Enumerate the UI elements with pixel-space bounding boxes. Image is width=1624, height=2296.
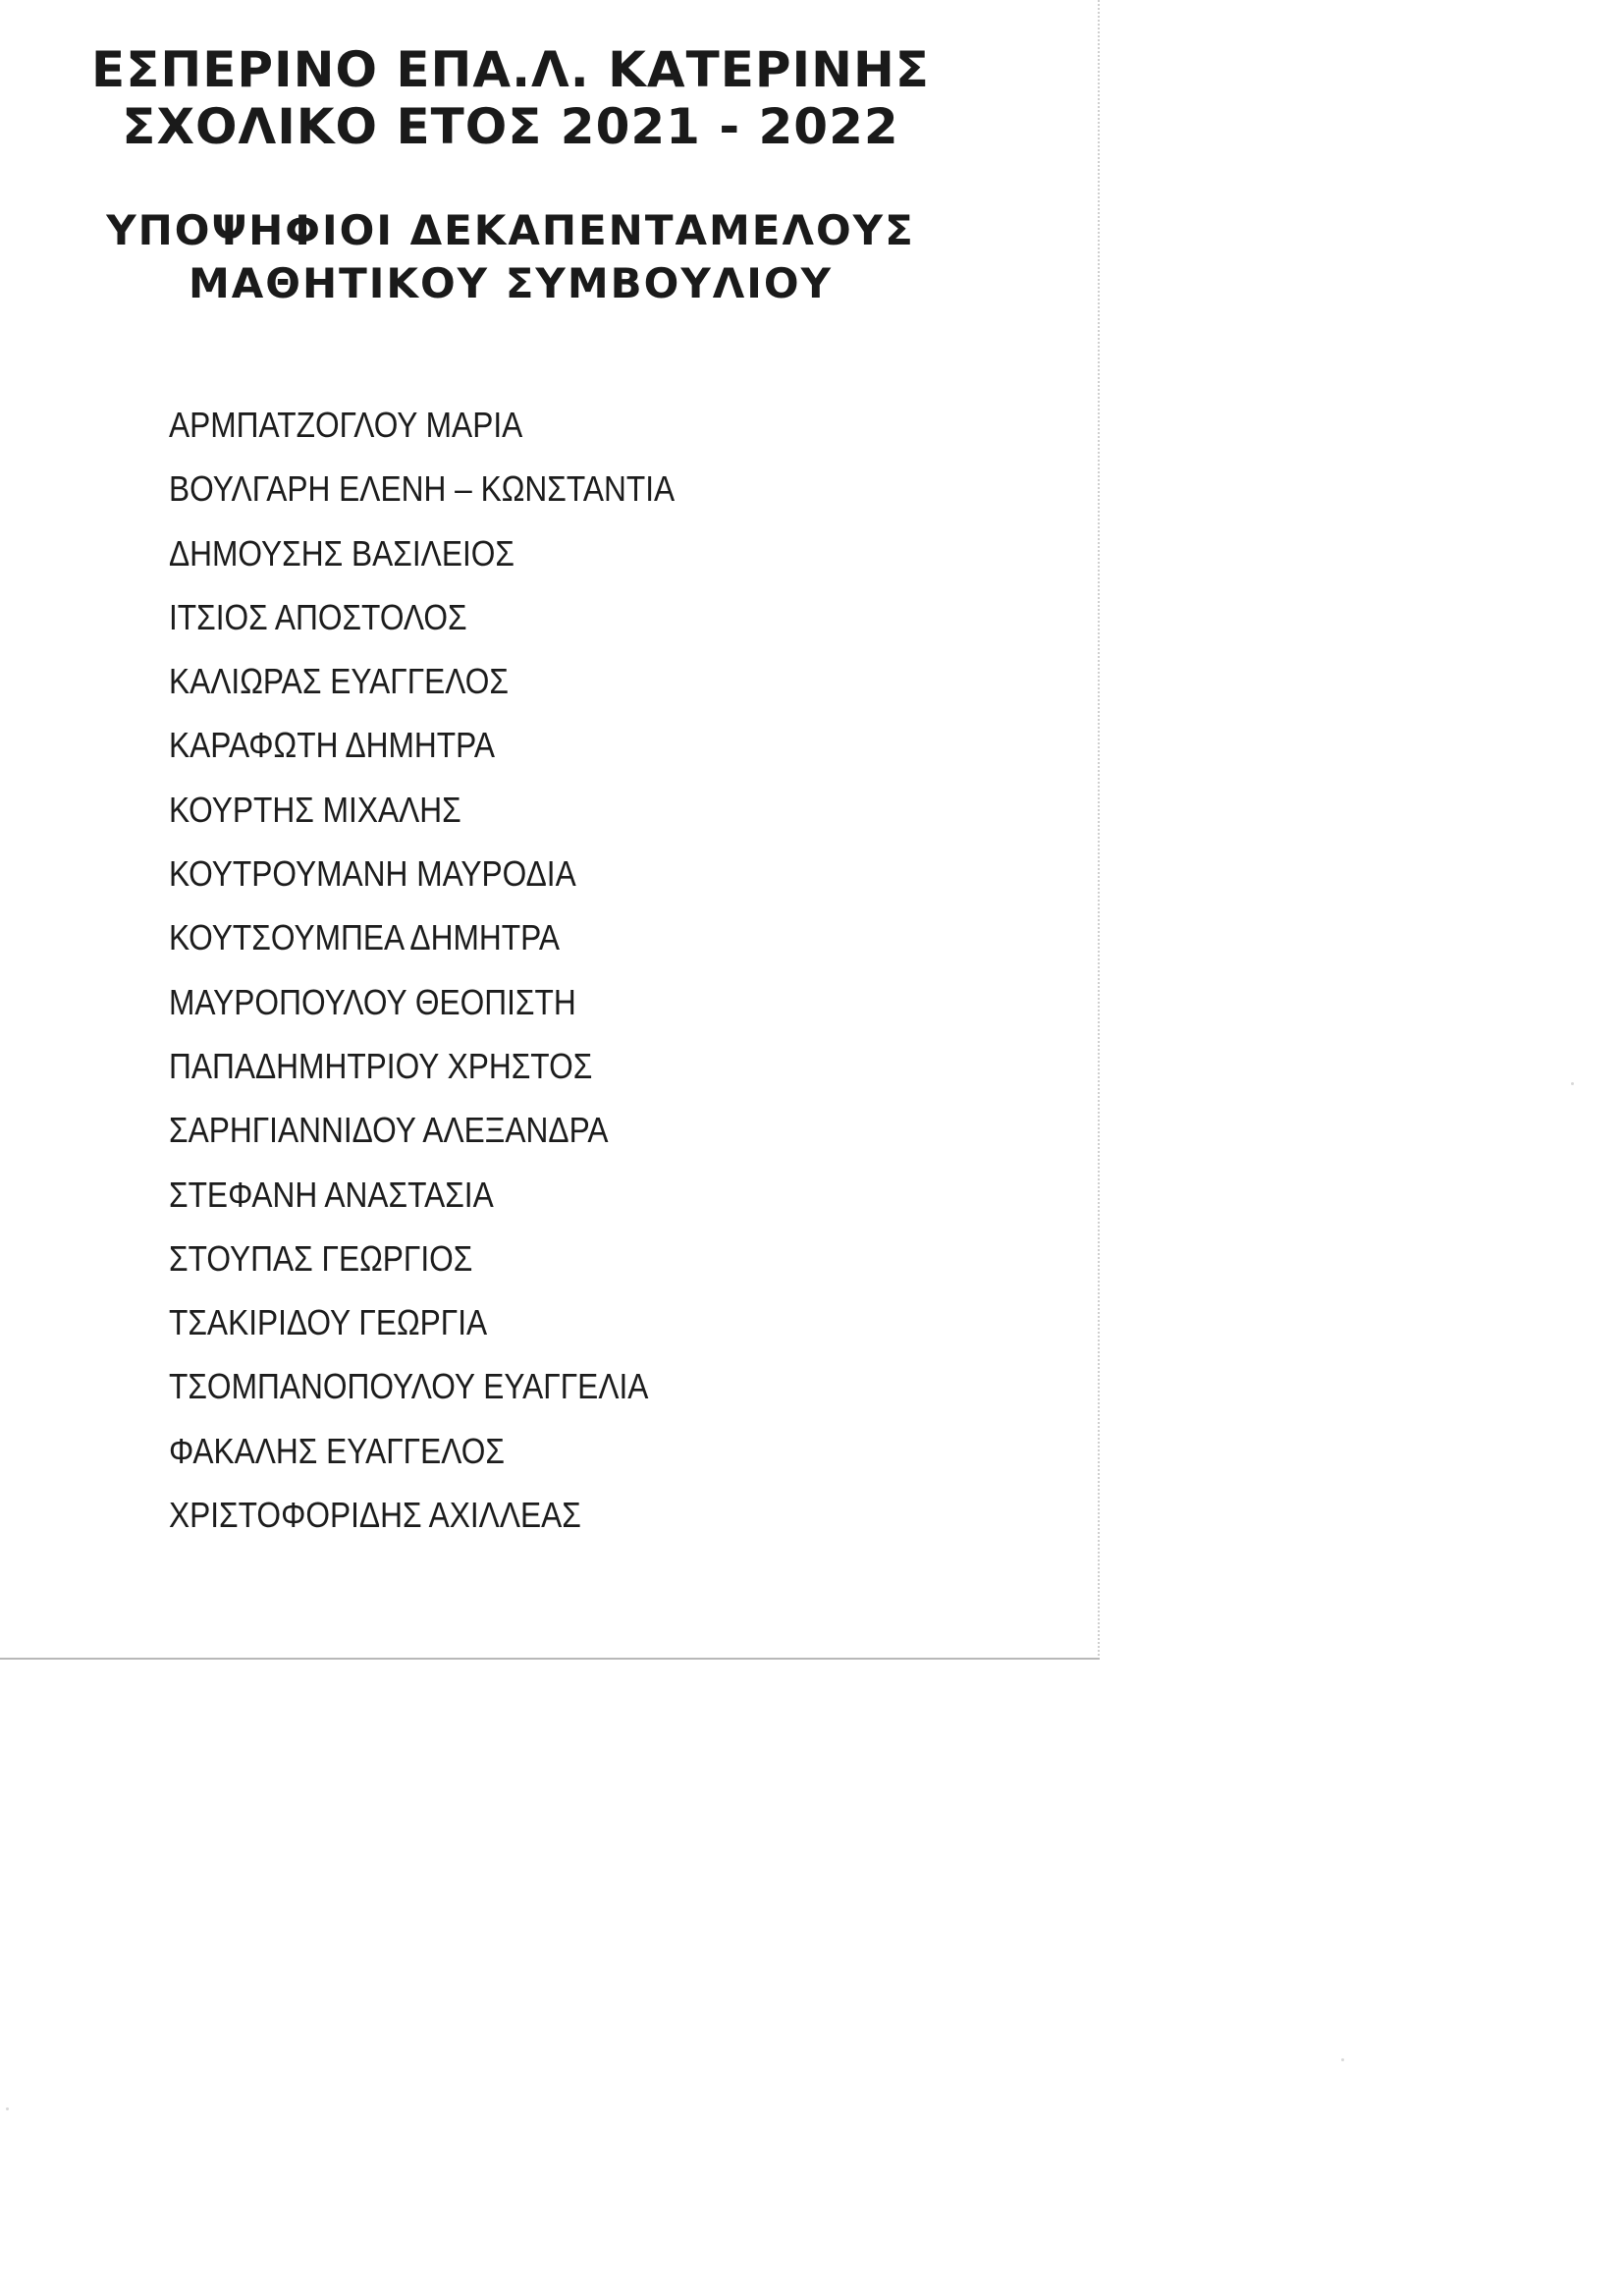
scan-edge-bottom <box>0 1658 1100 1660</box>
scan-edge-right <box>1098 0 1100 1660</box>
candidate-name: ΙΤΣΙΟΣ ΑΠΟΣΤΟΛΟΣ <box>169 596 467 637</box>
scan-speck <box>6 2107 9 2110</box>
candidate-name: ΠΑΠΑΔΗΜΗΤΡΙΟΥ ΧΡΗΣΤΟΣ <box>169 1045 593 1086</box>
document-title-line-1: ΥΠΟΨΗΦΙΟΙ ΔΕΚΑΠΕΝΤΑΜΕΛΟΥΣ <box>106 206 915 254</box>
candidate-name: ΚΑΡΑΦΩΤΗ ΔΗΜΗΤΡΑ <box>169 725 496 766</box>
scan-speck <box>1571 1082 1574 1085</box>
candidate-name: ΚΑΛΙΩΡΑΣ ΕΥΑΓΓΕΛΟΣ <box>169 661 509 702</box>
candidate-name: ΚΟΥΡΤΗΣ ΜΙΧΑΛΗΣ <box>169 789 461 830</box>
school-name: ΕΣΠΕΡΙΝΟ ΕΠΑ.Λ. ΚΑΤΕΡΙΝΗΣ <box>91 41 930 98</box>
candidate-name: ΒΟΥΛΓΑΡΗ ΕΛΕΝΗ – ΚΩΝΣΤΑΝΤΙΑ <box>169 468 676 510</box>
candidate-name: ΔΗΜΟΥΣΗΣ ΒΑΣΙΛΕΙΟΣ <box>169 532 514 574</box>
document-title <box>39 204 982 310</box>
candidate-name: ΜΑΥΡΟΠΟΥΛΟΥ ΘΕΟΠΙΣΤΗ <box>169 981 576 1022</box>
candidate-name: ΦΑΚΑΛΗΣ ΕΥΑΓΓΕΛΟΣ <box>169 1430 505 1471</box>
candidate-name: ΑΡΜΠΑΤΖΟΓΛΟΥ ΜΑΡΙΑ <box>169 405 523 445</box>
scan-speck <box>1341 2058 1344 2061</box>
candidate-name: ΣΑΡΗΓΙΑΝΝΙΔΟΥ ΑΛΕΞΑΝΔΡΑ <box>169 1110 609 1151</box>
candidate-name: ΧΡΙΣΤΟΦΟΡΙΔΗΣ ΑΧΙΛΛΕΑΣ <box>169 1495 581 1536</box>
candidate-name: ΚΟΥΤΡΟΥΜΑΝΗ ΜΑΥΡΟΔΙΑ <box>169 853 576 895</box>
candidate-name: ΚΟΥΤΣΟΥΜΠΕΑ ΔΗΜΗΤΡΑ <box>169 917 561 958</box>
candidate-list <box>169 393 743 1547</box>
school-year: ΣΧΟΛΙΚΟ ΕΤΟΣ 2021 - 2022 <box>122 98 899 155</box>
document-title-line-2: ΜΑΘΗΤΙΚΟΥ ΣΥΜΒΟΥΛΙΟΥ <box>189 259 833 307</box>
candidate-name: ΣΤΕΦΑΝΗ ΑΝΑΣΤΑΣΙΑ <box>169 1174 494 1215</box>
candidate-name: ΣΤΟΥΠΑΣ ΓΕΩΡΓΙΟΣ <box>169 1237 473 1279</box>
candidate-name: ΤΣΑΚΙΡΙΔΟΥ ΓΕΩΡΓΙΑ <box>169 1302 488 1343</box>
candidate-name: ΤΣΟΜΠΑΝΟΠΟΥΛΟΥ ΕΥΑΓΓΕΛΙΑ <box>169 1366 649 1407</box>
scanned-page <box>0 0 1100 1660</box>
school-header <box>39 41 982 155</box>
